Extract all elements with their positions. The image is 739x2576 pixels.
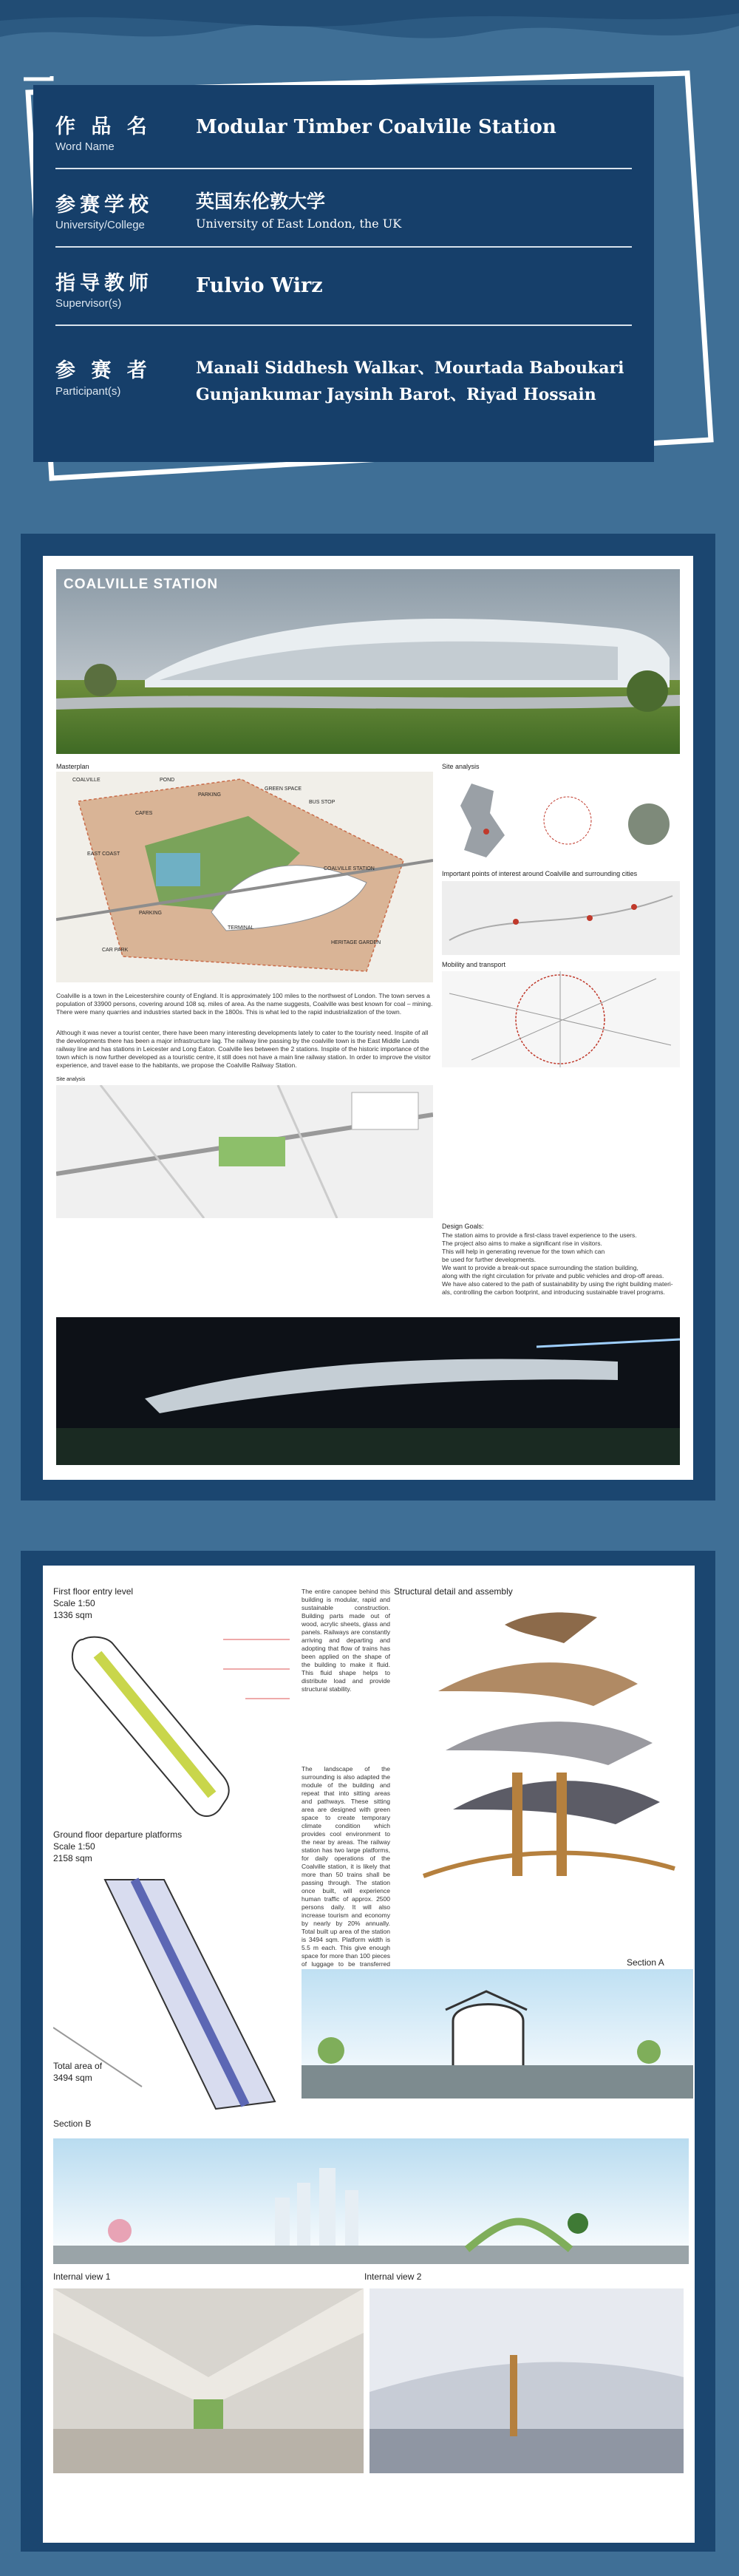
map-label-3: PARKING xyxy=(198,792,221,798)
section-b-caption: Section B xyxy=(53,2118,92,2129)
site-analysis-caption: Site analysis xyxy=(442,763,480,770)
plan-1-area: 1336 sqm xyxy=(53,1610,92,1620)
site-analysis-small-caption: Site analysis xyxy=(56,1077,86,1082)
structural-assembly-exploded xyxy=(394,1603,689,1957)
map-label-5: CAFES xyxy=(135,811,153,816)
design-goal-6: along with the right circulation for private and public vehicles and drop-off areas. xyxy=(442,1272,664,1279)
work-name-label-en: Word Name xyxy=(55,140,115,153)
first-floor-plan xyxy=(53,1625,297,1824)
poi-caption: Important points of interest around Coalville and surrounding cities xyxy=(442,870,638,877)
design-goal-2: The project also aims to make a significant rise in visitors. xyxy=(442,1240,602,1247)
design-goal-1: The station aims to provide a first-class travel experience to the users. xyxy=(442,1231,637,1239)
section-b-drawing xyxy=(53,2138,689,2264)
info-row-supervisor xyxy=(55,256,632,326)
map-label-12: CAR PARK xyxy=(102,948,129,953)
board-2 xyxy=(43,1566,695,2543)
participants-line-2: Gunjankumar Jaysinh Barot、Riyad Hossain xyxy=(196,385,596,404)
participants-line-1: Manali Siddhesh Walkar、Mourtada Baboukari xyxy=(196,358,624,378)
landscape-text: The landscape of the surrounding is also adapted the module of the building and repeat that into sitting areas and pathways. These sitting area are designed with green space to create temporary climate condition which provides cool environment to the near by areas. The railway station has two large platforms, for daily operations of the Coalville station, it is likely that more than 50 trains shall be passing through. The station once built, will experience human traffic of approx. 2500 persons daily. It will also increase tourism and economy by nearly by 20% annually. Total built up area of the station is 3494 sqm. Platform width is 5.5 m each. This give enough space for more than 100 pieces of luggage to be transferred xyxy=(302,1765,390,1968)
info-row-work-name xyxy=(55,100,632,169)
hero-station-render xyxy=(56,569,680,754)
supervisor-label-cn: 指导教师 xyxy=(55,272,153,295)
college-label-cn: 参赛学校 xyxy=(55,194,153,217)
participants-label-cn: 参 赛 者 xyxy=(55,359,151,382)
info-panel xyxy=(33,85,654,462)
poi-map xyxy=(442,881,680,955)
info-row-college xyxy=(55,178,632,248)
plan-2-scale: Scale 1:50 xyxy=(53,1841,95,1852)
site-analysis-map xyxy=(442,776,680,865)
design-goal-3: This will help in generating revenue for the town which can xyxy=(442,1248,605,1255)
header-wave-decoration xyxy=(0,0,739,59)
structural-detail-caption: Structural detail and assembly xyxy=(394,1586,513,1597)
intro-paragraph-1: Coalville is a town in the Leicestershire county of England. It is approximately 100 miles to the northwest of London. The town serves a population of 33900 persons, covering around 108 sq. miles of area. As the name suggests, Coalville was best known for coal – mining. There were many quarries and industries started back in the 1800s. This is what led to the rapid industrialization of the town. xyxy=(56,992,433,1016)
map-label-11: PARKING xyxy=(139,911,162,916)
map-label-1: COALVILLE xyxy=(72,778,101,783)
map-label-2: POND xyxy=(160,778,175,783)
canopy-text: The entire canopee behind this building is modular, rapid and sustainable construction. Building parts made out of wood, acrylic sheets, glass and panels. Railways are constantly arriving and departing and adopting that flow of trains has been applied on the shape of the building to make it fluid. This fluid shape helps to distribute load and provide structural stability. xyxy=(302,1588,390,1693)
site-context-map xyxy=(56,1085,433,1218)
supervisor-label-en: Supervisor(s) xyxy=(55,297,122,310)
night-station-render xyxy=(56,1317,680,1465)
participants-label-en: Participant(s) xyxy=(55,385,121,398)
work-name-label-cn: 作 品 名 xyxy=(55,115,151,138)
work-name-value: Modular Timber Coalville Station xyxy=(196,116,556,138)
board-1 xyxy=(43,556,693,1480)
plan-2-title: Ground floor departure platforms xyxy=(53,1829,183,1840)
design-goal-4: be used for further developments. xyxy=(442,1256,537,1263)
college-label-en: University/College xyxy=(55,219,145,231)
map-label-6: BUS STOP xyxy=(309,800,336,805)
intro-paragraph-2: Although it was never a tourist center, there have been many interesting developments lately to cater to the touristy need. Inspite of all the developments there has been a major infrastructure lag. The railway line passing by the coalville town is the East Middle Lands railway line and has stations in Leicester and Long Eaton. Coalville lies between the 2 stations. Inspite of the historic importance of the town which is now further developed as a touristic centre, it still does not have a main line railway station. In order to improve the visitor experience, and travel ease to the habitants, we propose the Coalville Railway Station. xyxy=(56,1029,431,1069)
map-label-10: TERMINAL xyxy=(228,925,254,931)
map-label-8: COALVILLE STATION xyxy=(324,866,375,871)
map-label-4: GREEN SPACE xyxy=(265,786,302,792)
design-goals-title: Design Goals: xyxy=(442,1223,484,1230)
section-a-drawing xyxy=(302,1969,693,2098)
design-goal-8: als, controlling the carbon footprint, and introducing sustainable travel programs. xyxy=(442,1288,665,1296)
map-label-9: HERITAGE GARDEN xyxy=(331,940,381,945)
supervisor-value: Fulvio Wirz xyxy=(196,274,323,297)
masterplan-caption: Masterplan xyxy=(56,763,89,770)
section-a-caption: Section A xyxy=(627,1957,664,1968)
plan-2-area: 2158 sqm xyxy=(53,1853,92,1863)
internal-view-2-render xyxy=(370,2288,684,2473)
board-1-title: COALVILLE STATION xyxy=(64,577,219,592)
design-goal-5: We want to provide a break-out space surrounding the station building, xyxy=(442,1264,638,1271)
college-value-cn: 英国东伦敦大学 xyxy=(196,191,326,212)
internal-view-1-render xyxy=(53,2288,364,2473)
plan-1-title: First floor entry level xyxy=(53,1586,134,1597)
internal-view-1-caption: Internal view 1 xyxy=(53,2271,111,2282)
plan-1-scale: Scale 1:50 xyxy=(53,1598,95,1608)
college-value-en: University of East London, the UK xyxy=(196,217,402,231)
total-area-label: Total area of xyxy=(53,2061,103,2071)
info-row-participants xyxy=(55,335,632,446)
mobility-map xyxy=(442,971,680,1067)
design-goal-7: We have also catered to the path of sustainability by using the right building materi- xyxy=(442,1280,673,1288)
map-label-7: EAST COAST xyxy=(87,852,120,857)
mobility-caption: Mobility and transport xyxy=(442,961,506,968)
internal-view-2-caption: Internal view 2 xyxy=(364,2271,422,2282)
total-area-value: 3494 sqm xyxy=(53,2073,92,2083)
